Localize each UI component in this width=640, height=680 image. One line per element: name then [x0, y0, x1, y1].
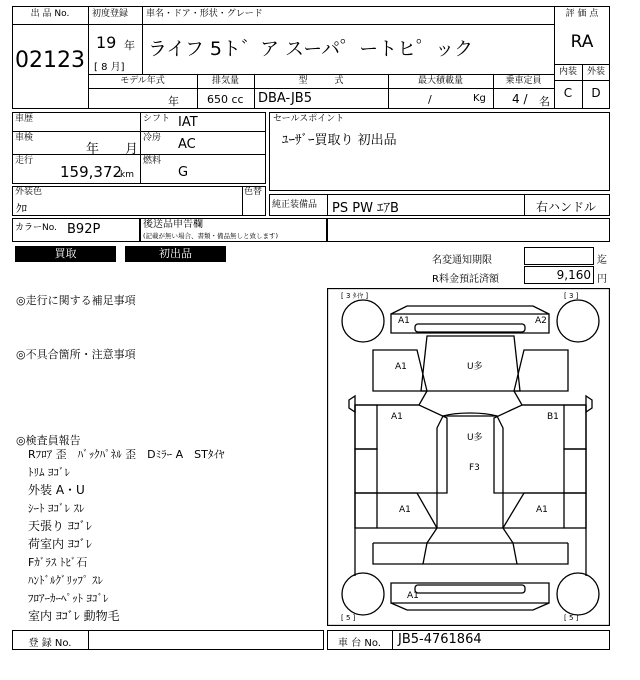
- color-no: B92P: [67, 222, 101, 237]
- interior-label: 内装: [558, 67, 577, 77]
- driving-notes-label: ◎走行に関する補足事項: [16, 294, 136, 307]
- report-line: ｼｰﾄ ﾖｺﾞﾚ ｽﾚ: [28, 502, 85, 515]
- mark-left-front-door: A1: [391, 412, 403, 422]
- tire-rear-left-icon: [342, 573, 384, 615]
- mark-front-bumper-left: A1: [398, 316, 410, 326]
- mileage: 159,372: [60, 163, 123, 181]
- score: RA: [570, 32, 594, 52]
- exterior-score: D: [591, 86, 601, 100]
- first-reg-month: [ 8 月]: [94, 62, 125, 73]
- mileage-unit: km: [120, 170, 134, 180]
- mark-front-bumper-right: A2: [535, 316, 547, 326]
- post-doc-label: 後送品申告欄: [143, 219, 203, 230]
- shift: IAT: [178, 115, 198, 130]
- equipment-label: 純正装備品: [272, 200, 318, 210]
- mark-right-front-door: B1: [547, 412, 559, 422]
- color-no-label: カラーNo.: [15, 223, 57, 233]
- score-label: 評 価 点: [565, 9, 599, 19]
- capacity: 4 /: [512, 92, 528, 106]
- buyback-badge: 買取: [15, 246, 116, 262]
- post-doc-note: (記載が無い場合、書類・備品無しと致します): [143, 232, 279, 240]
- report-line: ﾌﾛｱｰｶｰﾍﾟｯﾄ ﾖｺﾞﾚ: [28, 592, 109, 605]
- tire-rear-right-icon: [557, 573, 599, 615]
- handle-side: 右ハンドル: [536, 200, 597, 214]
- mark-right-rear-door: A1: [536, 505, 548, 515]
- report-line: 天張り ﾖｺﾞﾚ: [28, 519, 92, 533]
- capacity-unit: 名: [539, 95, 550, 108]
- tire-front-left-icon: [342, 300, 384, 342]
- mark-floor: F3: [469, 463, 480, 473]
- car-name: ライフ 5ト゛ア スーパ゜ートヒ゜ック: [148, 38, 474, 60]
- equipment: PS PW ｴｱB: [332, 201, 399, 216]
- capacity-label: 乗車定員: [505, 76, 542, 86]
- fuel-label: 燃料: [143, 156, 162, 166]
- report-line: ﾄﾘﾑ ﾖｺﾞﾚ: [28, 466, 70, 479]
- recycle-value: 9,160: [556, 268, 591, 282]
- sales-point: ﾕｰｻﾞｰ買取り 初出品: [282, 133, 397, 148]
- mark-left-rear-door: A1: [399, 505, 411, 515]
- tire-front-right-icon: [557, 300, 599, 342]
- mark-rear-bumper-left: A1: [407, 591, 419, 601]
- report-line: Fｶﾞﾗｽ ﾄﾋﾞ石: [28, 556, 88, 569]
- mark-hood-center: U多: [467, 362, 483, 372]
- report-line: ﾊﾝﾄﾞﾙｸﾞﾘｯﾌﾟ ｽﾚ: [28, 574, 103, 587]
- recycle-label: R料金預託済額: [432, 274, 499, 285]
- car-damage-diagram: [327, 288, 610, 626]
- name-change-unit: 迄: [597, 255, 607, 266]
- history-label: 車歴: [15, 114, 34, 124]
- mark-roof: U多: [467, 433, 483, 443]
- lot-no-label: 出 品 No.: [30, 9, 70, 19]
- first-reg-label: 初度登録: [92, 9, 129, 19]
- max-load-slash: /: [428, 93, 432, 106]
- details-left-box: [12, 112, 266, 184]
- lot-no: 02123: [15, 48, 85, 73]
- ext-color-box: [12, 186, 266, 216]
- color-change-label: 色替: [244, 187, 263, 197]
- tire-rl-label: [ 5 ]: [341, 614, 356, 622]
- name-change-label: 名変通知期限: [432, 255, 492, 266]
- ac: AC: [178, 137, 196, 152]
- sales-point-label: セールスポイント: [273, 114, 345, 124]
- displacement-label: 排気量: [211, 76, 239, 86]
- inspection-label: 車検: [15, 133, 34, 143]
- shift-label: シフト: [143, 114, 171, 124]
- model-label: 型 式: [298, 76, 344, 86]
- tire-rr-label: [ 5 ]: [564, 614, 579, 622]
- reg-no-label: 登 録 No.: [28, 638, 72, 649]
- model-year-label: モデル年式: [120, 76, 165, 86]
- inspector-report-label: ◎検査員報告: [16, 434, 81, 447]
- chassis-no: JB5-4761864: [398, 632, 482, 647]
- report-line: Rﾌﾛｱ 歪 ﾊﾞｯｸﾊﾟﾈﾙ 歪 Dﾐﾗｰ A STﾀｲﾔ: [28, 448, 225, 461]
- name-change-box: [524, 247, 594, 265]
- first-reg-year: 19: [96, 33, 117, 52]
- tire-fr-label: [ 3 ]: [564, 292, 579, 300]
- first-listing-badge: 初出品: [125, 246, 226, 262]
- model-year-unit: 年: [168, 95, 179, 108]
- displacement: 650 cc: [207, 93, 244, 106]
- ext-color-label: 外装色: [15, 187, 43, 197]
- recycle-unit: 円: [597, 274, 607, 285]
- post-doc-entry-box: [327, 218, 610, 242]
- tire-fl-label: [ 3 ﾀｲﾔ ]: [341, 292, 369, 300]
- ac-label: 冷房: [143, 133, 162, 143]
- max-load-label: 最大積載量: [417, 76, 463, 86]
- report-line: 外装 A・U: [28, 483, 85, 497]
- mark-hood-left: A1: [395, 362, 407, 372]
- chassis-no-label: 車 台 No.: [338, 638, 381, 649]
- max-load-unit: Kg: [473, 93, 486, 104]
- first-reg-year-unit: 年: [124, 39, 135, 52]
- mileage-label: 走行: [15, 156, 34, 166]
- inspection-value: 年 月: [86, 142, 139, 157]
- report-line: 荷室内 ﾖｺﾞﾚ: [28, 537, 92, 551]
- car-name-label: 車名・ドア・形状・グレード: [146, 9, 263, 19]
- fuel: G: [178, 165, 189, 180]
- interior-score: C: [563, 86, 573, 100]
- exterior-label: 外装: [586, 67, 605, 77]
- ext-color: ｸﾛ: [16, 202, 27, 215]
- report-line: 室内 ﾖｺﾞﾚ 動物毛: [28, 609, 120, 623]
- model-code: DBA-JB5: [258, 91, 312, 106]
- defects-label: ◎不具合箇所・注意事項: [16, 348, 136, 361]
